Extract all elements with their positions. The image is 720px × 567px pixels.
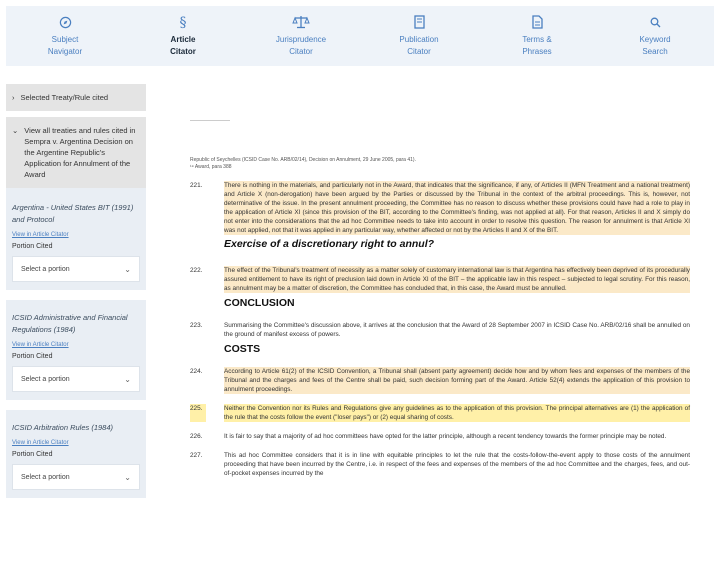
chevron-right-icon: › (12, 93, 15, 102)
nav-label: Publication Citator (399, 35, 439, 56)
portion-select[interactable] (12, 464, 140, 490)
paragraph-number: 226. (190, 433, 203, 440)
nav-label: Terms & Phrases (522, 35, 552, 56)
nav-subject-navigator[interactable] (6, 6, 124, 66)
nav-jurisprudence-citator[interactable] (242, 6, 360, 66)
chevron-down-icon: ⌄ (12, 126, 19, 135)
paragraph-227 (190, 451, 690, 478)
scales-icon (292, 14, 310, 30)
view-in-article-citator-link[interactable]: View in Article Citator (12, 232, 69, 238)
document-view (190, 120, 690, 478)
paragraph-number: 224. (190, 368, 203, 375)
select-value: Select a portion (21, 265, 70, 273)
paragraph-224 (190, 367, 690, 394)
treaty-card (6, 300, 146, 400)
portion-select[interactable] (12, 256, 140, 282)
select-value: Select a portion (21, 473, 70, 481)
treaty-title: ICSID Arbitration Rules (1984) (12, 423, 114, 432)
paragraph-text: It is fair to say that a majority of ad hoc committees have opted for the latter principle, although a recent tendency towards the former principle may be noted. (224, 433, 667, 440)
nav-label: Jurisprudence Citator (275, 35, 327, 56)
chevron-down-icon: ⌄ (124, 264, 131, 274)
paragraph-number: 227. (190, 452, 203, 459)
sidebar (6, 84, 146, 508)
paragraph-222 (190, 266, 690, 293)
publication-icon (414, 14, 425, 30)
section-icon (177, 14, 189, 30)
nav-label: Article Citator (170, 35, 196, 56)
paragraph-text: Neither the Convention nor its Rules and Regulations give any guidelines as to the application of this provision. The principal alternatives are (1) the application of the rule that the costs follow the event ("loser pays") or (2) equal sharing of costs. (224, 405, 690, 421)
select-value: Select a portion (21, 375, 70, 383)
selected-treaty-toggle[interactable] (6, 84, 146, 111)
nav-publication-citator[interactable] (360, 6, 478, 66)
chevron-down-icon: ⌄ (124, 472, 131, 482)
document-icon (532, 14, 543, 30)
paragraph-number: 222. (190, 267, 203, 274)
svg-text:§: § (179, 14, 187, 30)
paragraph-text: The effect of the Tribunal's treatment of necessity as a matter solely of customary international law is that Argentina has effectively been deprived of its procedurally assured entitlement to have its right of preclusion laid down in Article XI of the BIT – the applicable law in this respect – subjected to legal scrutiny. For this reason, as annulment may be a matter of discretion, the Committee has concluded that, in this case, the Award must be annulled. (224, 267, 690, 292)
chevron-down-icon: ⌄ (124, 374, 131, 384)
nav-article-citator[interactable] (124, 6, 242, 66)
view-in-article-citator-link[interactable]: View in Article Citator (12, 342, 69, 348)
view-in-article-citator-link[interactable]: View in Article Citator (12, 440, 69, 446)
section-heading: Exercise of a discretionary right to annul? (224, 238, 435, 250)
compass-icon (59, 14, 72, 30)
paragraph-226 (190, 432, 690, 441)
search-icon (650, 14, 661, 30)
portion-cited-label: Portion Cited (12, 451, 53, 458)
nav-label: Subject Navigator (47, 35, 83, 56)
paragraph-number: 223. (190, 322, 203, 329)
paragraph-221 (190, 181, 690, 235)
footnote-divider (190, 120, 230, 121)
nav-keyword-search[interactable] (596, 6, 714, 66)
nav-terms-phrases[interactable] (478, 6, 596, 66)
view-all-label: View all treaties and rules cited in Sempra v. Argentina Decision on the Argentine Republic's Application for Annulment of the Award (24, 126, 136, 179)
nav-label: Keyword Search (639, 35, 671, 56)
portion-select[interactable] (12, 366, 140, 392)
top-navigation (6, 6, 714, 66)
section-heading: CONCLUSION (224, 297, 295, 309)
treaty-card (6, 188, 146, 290)
paragraph-225 (190, 404, 690, 422)
paragraph-text: There is nothing in the materials, and particularly not in the Award, that indicates that the significance, if any, of Articles II (MFN Treatment and a national treatment) and Article X (non-derogation) have been argued by the Parties or discussed by the Tribunal in the context of the arbitral proceedings. This is, however, not determinative of the issue. In the present annulment proceeding, the Committee has no reason to discuss whether these provisions could have had a role to play in the application of Article XI (since this provision of the BIT, according to the Committee's finding, was not applied at all). For that reason, Articles II and X simply do not enter into the considerations that the ad hoc Committee needs to take into account in order to resolve this question. The reason for annulment is that Article XI was not applied, not that it was applied in any particular way, whether affected or not by the Articles II and X of the BIT. (224, 182, 690, 234)
view-all-toggle[interactable] (6, 117, 146, 188)
paragraph-text: Summarising the Committee's discussion above, it arrives at the conclusion that the Award of 28 September 2007 in ICSID Case No. ARB/02/16 shall be annulled on the ground of manifest excess of powers. (224, 322, 690, 338)
treaty-title: Argentina - United States BIT (1991) and Protocol (12, 203, 134, 224)
footnote: ¹⁹ Award, para 388 (190, 164, 232, 170)
portion-cited-label: Portion Cited (12, 243, 53, 250)
paragraph-223 (190, 321, 690, 339)
footnote: Republic of Seychelles (ICSID Case No. ARB/02/14), Decision on Annulment, 29 June 2005, para 41). (190, 157, 416, 163)
treaty-title: ICSID Administrative and Financial Regulations (1984) (12, 313, 128, 334)
section-heading: COSTS (224, 343, 261, 355)
paragraph-text: This ad hoc Committee considers that it is in line with equitable principles to let the rule that the costs-follow-the-event apply to those costs of the annulment proceeding that have been incurred by the Centre, i.e. in respect of the fees and expenses of the members of the ad hoc Committee and the charges, fees, and out-of-pocket expenses incurred by the (224, 452, 690, 477)
paragraph-text: According to Article 61(2) of the ICSID Convention, a Tribunal shall (absent party agreement) decide how and by whom fees and expenses of the members of the Tribunal and the charges and fees of the Centre shall be paid, such decision forming part of the Award. Article 52(4) extends the application of this provision to annulment proceedings. (224, 368, 690, 393)
paragraph-number: 225. (190, 404, 206, 422)
selected-treaty-label: Selected Treaty/Rule cited (20, 93, 109, 102)
paragraph-number: 221. (190, 182, 203, 189)
portion-cited-label: Portion Cited (12, 353, 53, 360)
treaty-card (6, 410, 146, 498)
